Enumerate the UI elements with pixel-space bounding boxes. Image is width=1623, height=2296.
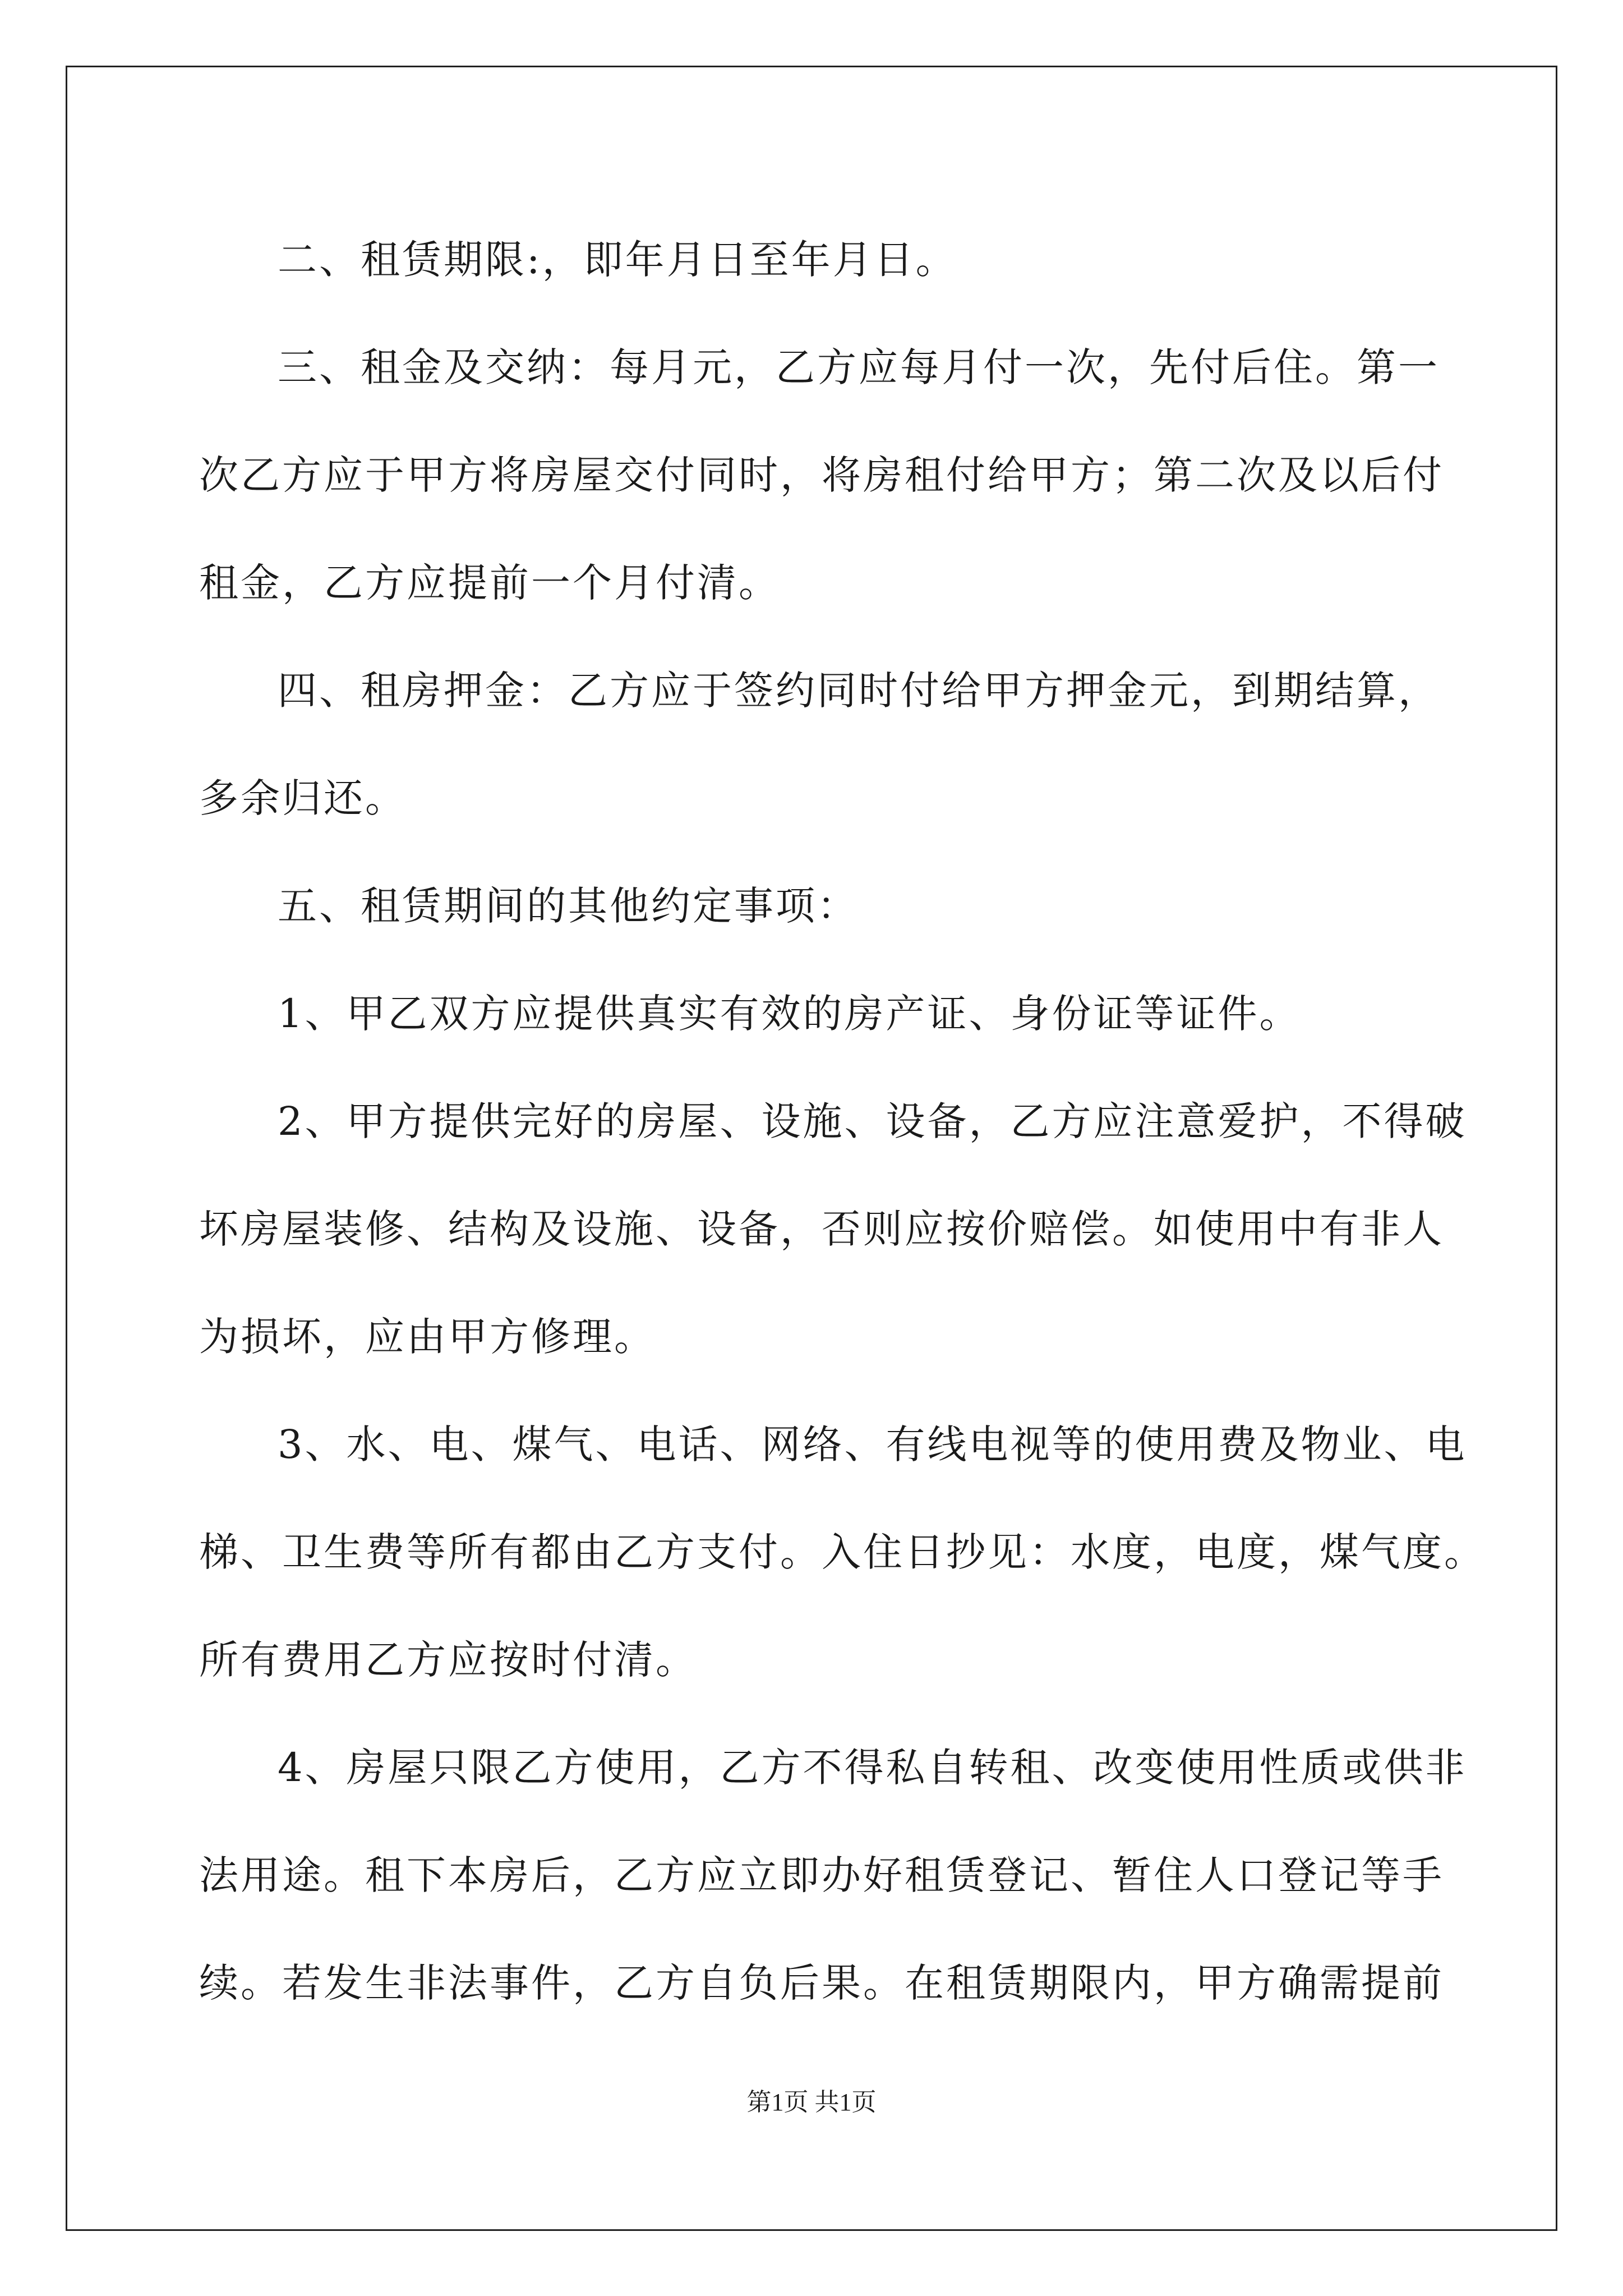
item-3-line-2: 梯、卫生费等所有都由乙方支付。入住日抄见：水度，电度，煤气度。 xyxy=(199,1529,1486,1575)
clause-2-line-1: 二、租赁期限:，即年月日至年月日。 xyxy=(278,237,957,283)
clause-3-line-3: 租金，乙方应提前一个月付清。 xyxy=(199,560,780,606)
page-footer: 第1页 共1页 xyxy=(746,2088,877,2116)
item-3-line-1: 3、水、电、煤气、电话、网络、有线电视等的使用费及物业、电 xyxy=(278,1421,1467,1467)
item-3-line-3: 所有费用乙方应按时付清。 xyxy=(199,1637,697,1683)
item-4-line-3: 续。若发生非法事件，乙方自负后果。在租赁期限内，甲方确需提前 xyxy=(199,1960,1444,2006)
item-2-line-1: 2、甲方提供完好的房屋、设施、设备，乙方应注意爱护，不得破 xyxy=(278,1098,1467,1144)
clause-5-heading: 五、租赁期间的其他约定事项： xyxy=(278,883,859,929)
item-1-line-1: 1、甲乙双方应提供真实有效的房产证、身份证等证件。 xyxy=(278,991,1301,1037)
item-4-line-2: 法用途。租下本房后，乙方应立即办好租赁登记、暂住人口登记等手 xyxy=(199,1852,1444,1898)
item-2-line-3: 为损坏，应由甲方修理。 xyxy=(199,1314,656,1360)
item-2-line-2: 坏房屋装修、结构及设施、设备，否则应按价赔偿。如使用中有非人 xyxy=(199,1206,1444,1252)
item-4-line-1: 4、房屋只限乙方使用，乙方不得私自转租、改变使用性质或供非 xyxy=(278,1745,1467,1791)
clause-4-line-1: 四、租房押金：乙方应于签约同时付给甲方押金元，到期结算， xyxy=(278,668,1440,714)
clause-4-line-2: 多余归还。 xyxy=(199,775,407,821)
clause-3-line-1: 三、租金及交纳：每月元，乙方应每月付一次，先付后住。第一 xyxy=(278,344,1440,390)
clause-3-line-2: 次乙方应于甲方将房屋交付同时，将房租付给甲方；第二次及以后付 xyxy=(199,452,1444,498)
